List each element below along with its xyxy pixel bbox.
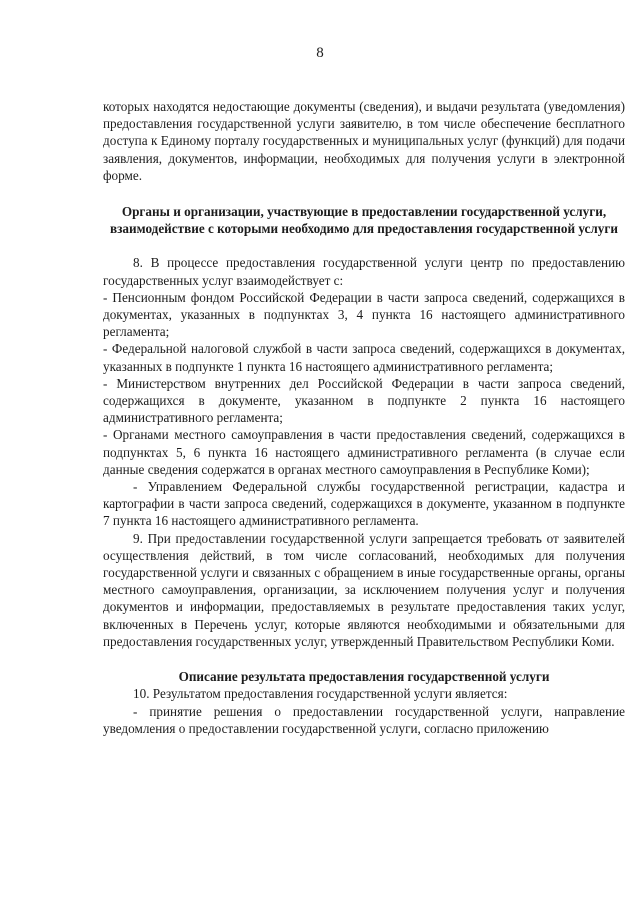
section-heading-organizations: Органы и организации, участвующие в предоставлении государственной услуги, взаимодействие с которыми необходимо для предоставления государственной услуги [110,204,618,237]
paragraph-8: 8. В процессе предоставления государственной услуги центр по предоставлению государственных услуг взаимодействует с: [103,255,625,288]
paragraph-9: 9. При предоставлении государственной услуги запрещается требовать от заявителей осуществления действий, в том числе согласований, необходимых для получения государственной услуги и связанных с обращением в иные государственные органы, органы местного самоуправления, организации, за исключением получения услуг и получения документов и информации, предоставляемых в результате предоставления таких услуг, включенных в Перечень услуг, которые являются необходимыми и обязательными для предоставления государственных услуг, утвержденный Правительством Республики Коми. [103,530,625,649]
list-item-local-government: - Органами местного самоуправления в части предоставления сведений, содержащихся в подпунктах 5, 6 пункта 16 настоящего административного регламента (в случае если данные сведения содержатся в органах местного самоуправления в Республике Коми); [103,427,625,477]
paragraph-10: 10. Результатом предоставления государственной услуги является: [133,686,508,702]
list-item-tax-service: - Федеральной налоговой службой в части запроса сведений, содержащихся в документах, указанных в подпункте 1 пункта 16 настоящего административного регламента; [103,341,625,374]
page-number: 8 [316,45,324,61]
spacer [103,650,625,668]
paragraph-continuation: которых находятся недостающие документы (сведения), и выдачи результата (уведомления) предоставления государственной услуги заявителю, в том числе обеспечение бесплатного доступа к Единому порталу государственных и муниципальных услуг (функций) для подачи заявления, документов, информации, необходимых для получения услуги в электронной форме. [103,99,625,183]
spacer [103,237,625,254]
document-body [103,98,625,737]
spacer [103,184,625,203]
section-heading-result: Описание результата предоставления государственной услуги [178,669,550,685]
list-item-interior-ministry: - Министерством внутренних дел Российской Федерации в части запроса сведений, содержащихся в документе, указанном в подпункте 2 пункта 16 настоящего административного регламента; [103,375,625,426]
list-item-rosreestr: - Управлением Федеральной службы государственной регистрации, кадастра и картографии в части запроса сведений, содержащихся в документе, указанном в подпункте 7 пункта 16 настоящего административного регламента. [103,479,625,529]
list-item-decision: - принятие решения о предоставлении государственной услуги, направление уведомления о предоставлении государственной услуги, согласно приложению [103,703,625,736]
list-item-pension-fund: - Пенсионным фондом Российской Федерации в части запроса сведений, содержащихся в документах, указанных в подпунктах 3, 4 пункта 16 настоящего административного регламента; [103,289,625,340]
